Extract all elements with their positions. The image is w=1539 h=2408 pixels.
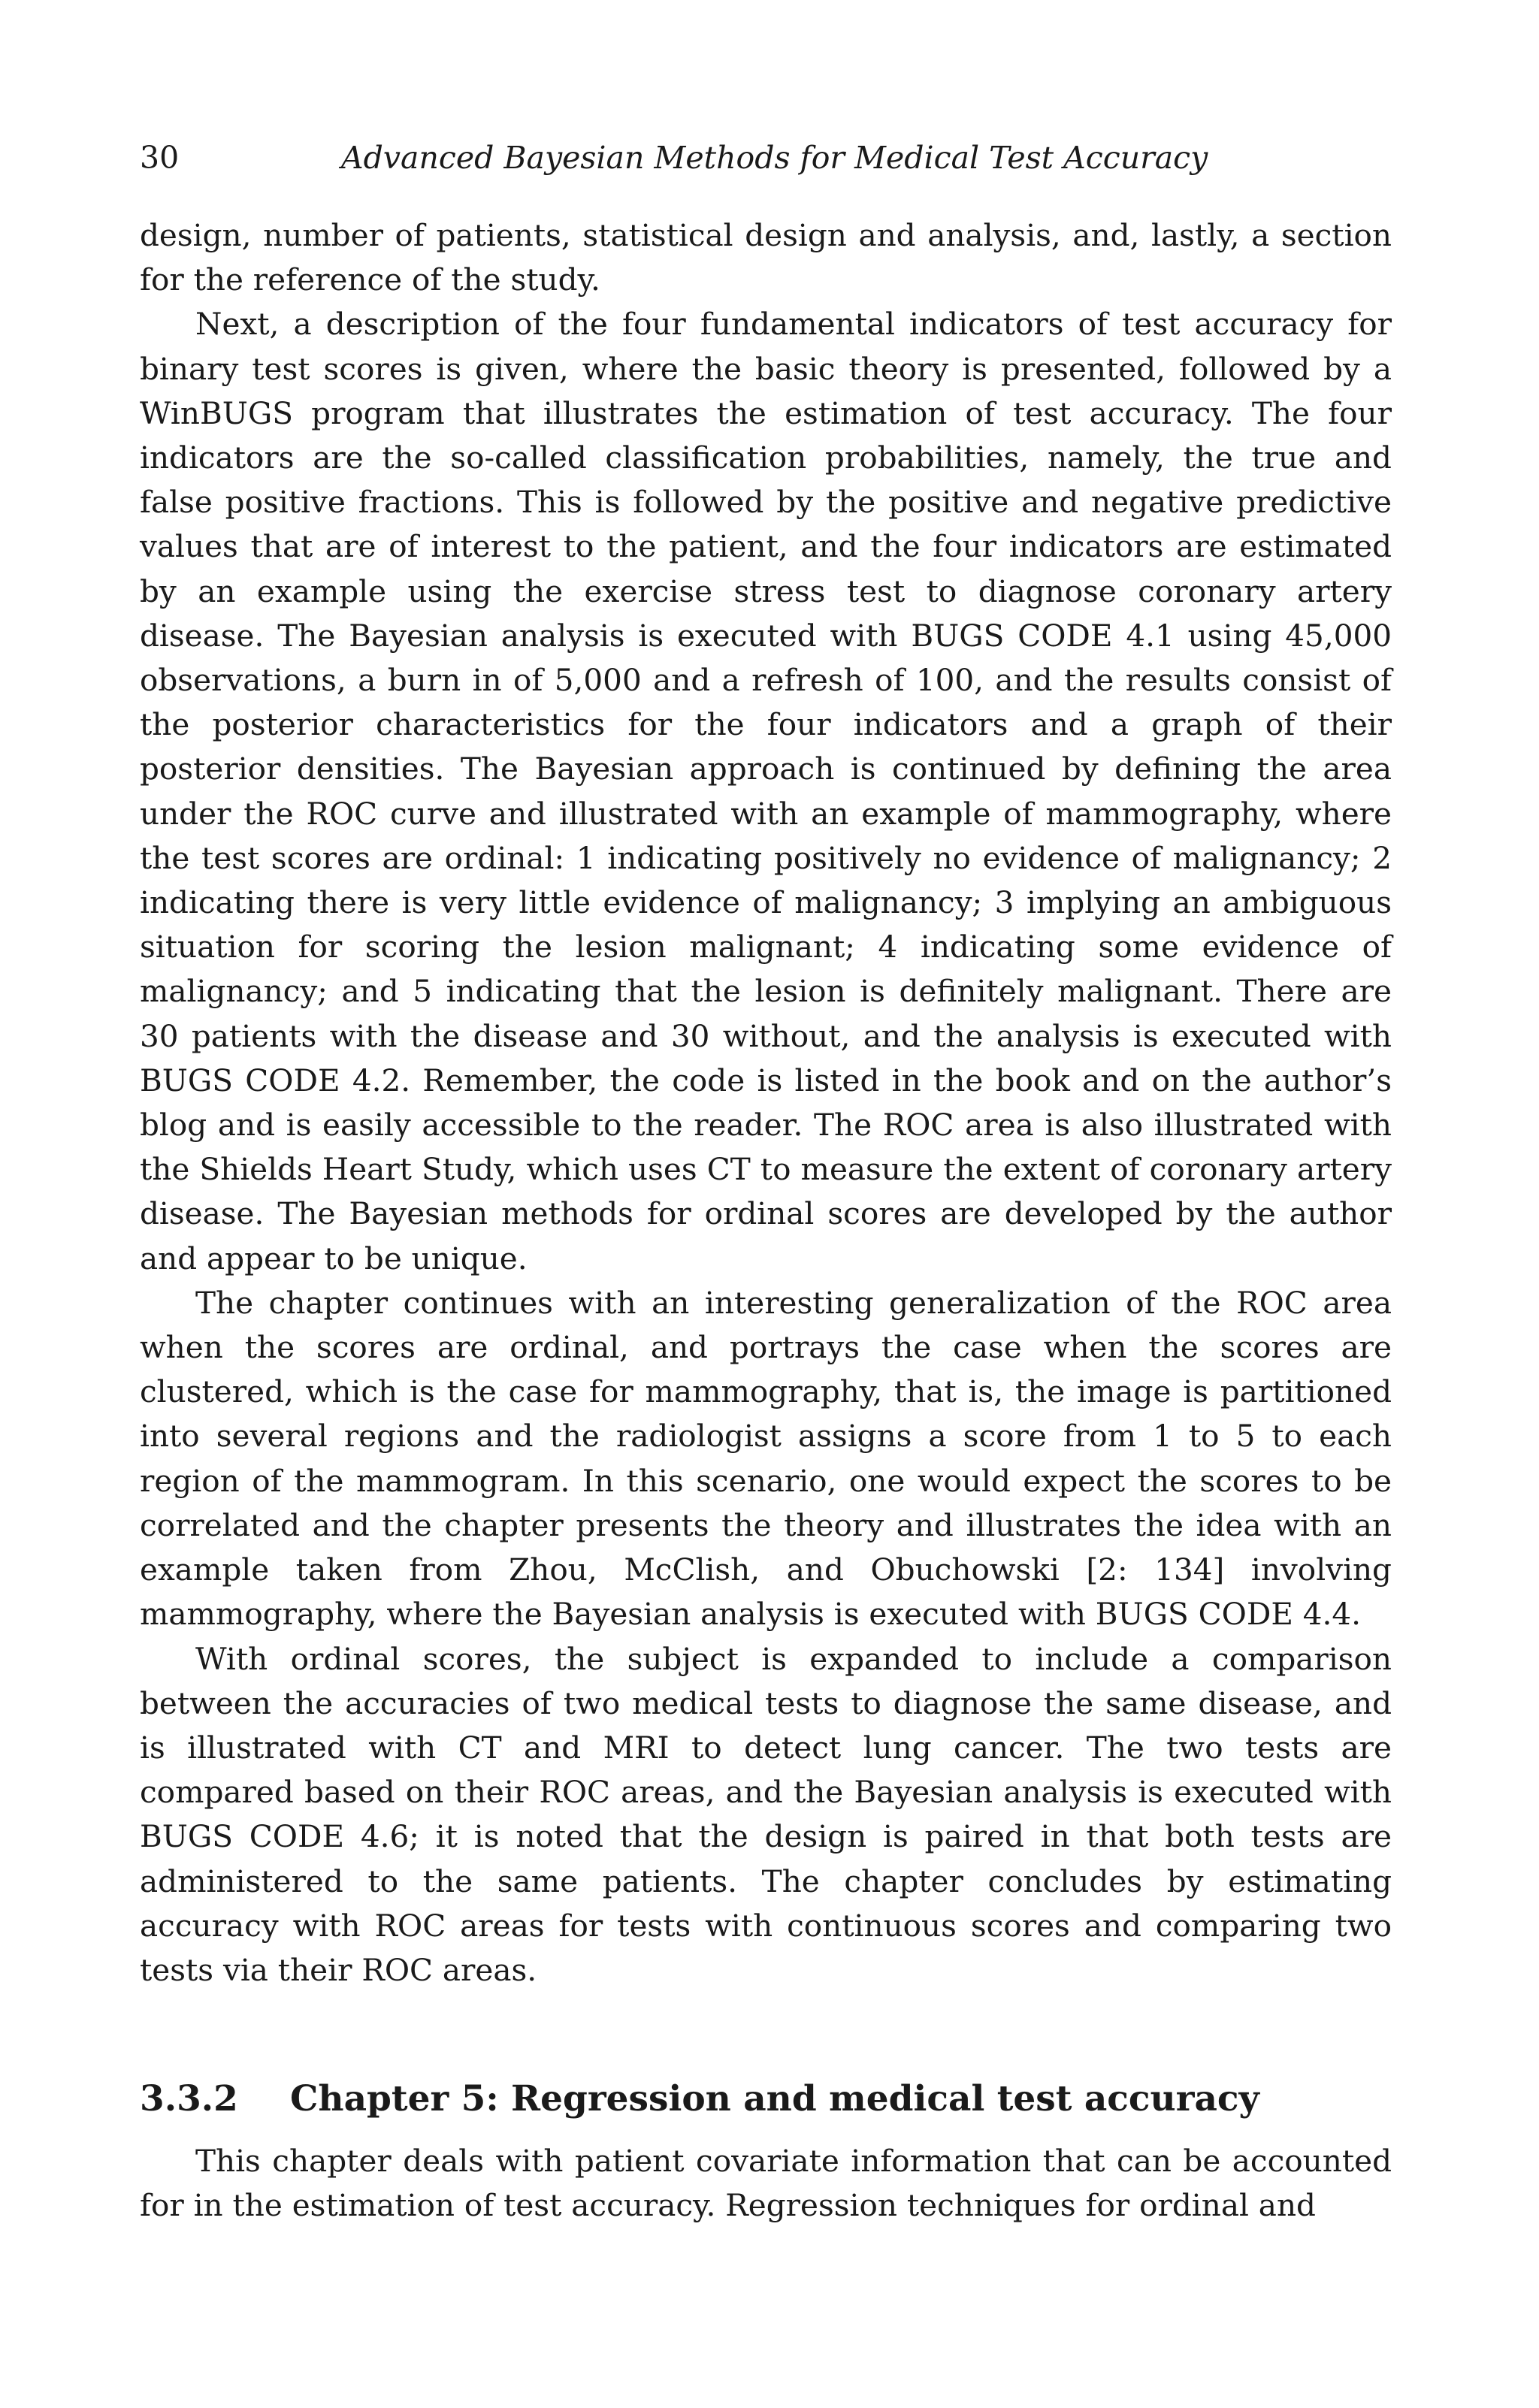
paragraph: This chapter deals with patient covariate information that can be accounted for in the estimation of test accuracy. Regression techniques for ordinal and [140,2143,1392,2224]
running-head-title: Advanced Bayesian Methods for Medical Test Accuracy [341,140,1208,176]
page-number: 30 [140,140,180,176]
paragraph: With ordinal scores, the subject is expanded to include a comparison between the accuracies of two medical tests to diagnose the same disease, and is illustrated with CT and MRI to detect lung cancer. The two tests are compared based on their ROC areas, and the Bayesian analysis is executed with BUGS CODE 4.6; it is noted that the design is paired in that both tests are administered to the same patients. The chapter concludes by estimating accuracy with ROC areas for tests with continuous scores and comparing two tests via their ROC areas. [140,1640,1392,1988]
paragraph: The chapter continues with an interesting generalization of the ROC area when the scores are ordinal, and portrays the case when the scores are clustered, which is the case for mammography, that is, the image is partitioned into several regions and the radiologist assigns a score from 1 to 5 to each region of the mammogram. In this scenario, one would expect the scores to be correlated and the chapter presents the theory and illustrates the idea with an example taken from Zhou, McClish, and Obuchowski [2: 134] involving mammography, where the Bayesian analysis is executed with BUGS CODE 4.4. [140,1284,1392,1633]
section-body [140,2139,1392,2228]
paragraph-continuation: design, number of patients, statistical design and analysis, and, lastly, a section for the reference of the study. [140,217,1392,298]
section-heading [140,2075,1392,2123]
section-number: 3.3.2 [140,2078,238,2119]
running-head [140,135,1392,180]
body-text [140,213,1392,1993]
paragraph: Next, a description of the four fundamental indicators of test accuracy for binary test scores is given, where the basic theory is presented, followed by a WinBUGS program that illustrates the estimation of test accuracy. The four indicators are the so-called classification probabilities, namely, the true and false positive fractions. This is followed by the positive and negative predictive values that are of interest to the patient, and the four indicators are estimated by an example using the exercise stress test to diagnose coronary artery disease. The Bayesian analysis is executed with BUGS CODE 4.1 using 45,000 observations, a burn in of 5,000 and a refresh of 100, and the results consist of the posterior characteristics for the four indicators and a graph of their posterior densities. The Bayesian approach is continued by defining the area under the ROC curve and illustrated with an example of mammography, where the test scores are ordinal: 1 indicating positively no evidence of malignancy; 2 indicating there is very little evidence of malignancy; 3 implying an ambiguous situation for scoring the lesion malignant; 4 indicating some evidence of malignancy; and 5 indicating that the lesion is definitely malignant. There are 30 patients with the disease and 30 without, and the analysis is executed with BUGS CODE 4.2. Remember, the code is listed in the book and on the author’s blog and is easily accessible to the reader. The ROC area is also illustrated with the Shields Heart Study, which uses CT to measure the extent of coronary artery disease. The Bayesian methods for ordinal scores are developed by the author and appear to be unique. [140,306,1392,1277]
section-title: Chapter 5: Regression and medical test accuracy [290,2078,1259,2119]
